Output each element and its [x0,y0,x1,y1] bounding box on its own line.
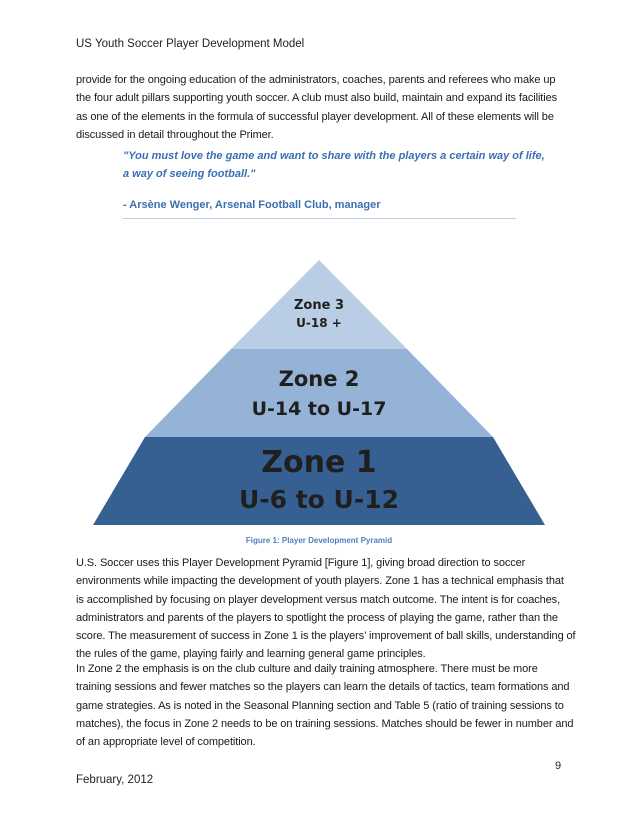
zone2-tier [145,349,493,437]
paragraph-line: training sessions and fewer matches so the players can learn the details of tactics, team formations and [76,681,570,694]
paragraph-line: environments while impacting the development of youth players. Zone 1 has a technical emphasis that [76,575,564,588]
paragraph-line: U.S. Soccer uses this Player Development Pyramid [Figure 1], giving broad direction to soccer [76,557,526,569]
quote-line: "You must love the game and want to share with the players a certain way of life, [123,150,545,162]
paragraph-line: as one of the elements in the formula of successful player development. All of these elements will be [76,110,554,123]
paragraph-line: In Zone 2 the emphasis is on the club culture and daily training atmosphere. There must be more [76,663,538,675]
paragraph-line: the rules of the game, playing fairly and learning general game principles. [76,648,426,661]
paragraph-line: game strategies. As is noted in the Seasonal Planning section and Table 5 (ratio of training sessions to [76,699,564,712]
zone3-ages: U-18 + [296,316,342,330]
zone1-ages: U-6 to U-12 [238,485,400,514]
page-number: 9 [555,760,562,772]
paragraph-line: matches), the focus in Zone 2 needs to be on training sessions. Matches should be fewer in number and [76,717,574,730]
paragraph-line: provide for the ongoing education of the administrators, coaches, parents and referees who make up [76,74,556,86]
zone2-ages: U-14 to U-17 [251,398,387,420]
pyramid-paragraph [76,554,576,664]
quote-line: a way of seeing football." [123,167,256,180]
running-header: US Youth Soccer Player Development Model [76,38,305,50]
pull-quote [123,148,543,183]
paragraph-line: of an appropriate level of competition. [76,736,256,749]
quote-attribution: - Arsène Wenger, Arsenal Football Club, manager [123,199,381,211]
paragraph-line: the four adult pillars supporting youth soccer. A club must also build, maintain and expand its facilities [76,92,558,105]
player-development-pyramid [93,260,545,525]
paragraph-line: administrators and parents of the players to spotlight the process of playing the game, rather than the [76,611,558,624]
zone2-name: Zone 2 [278,367,360,391]
page-footer-date: February, 2012 [76,774,154,786]
paragraph-line: discussed in detail throughout the Primer. [76,128,274,141]
intro-paragraph [76,71,566,144]
quote-divider [123,218,516,219]
paragraph-line: score. The measurement of success in Zone 1 is the players’ improvement of ball skills, understanding of [76,630,576,643]
zone1-name: Zone 1 [261,445,377,480]
figure-caption: Figure 1: Player Development Pyramid [245,536,393,545]
paragraph-line: is accomplished by focusing on player development versus match outcome. The intent is for coaches, [76,593,561,606]
zone2-paragraph [76,660,574,751]
zone3-name: Zone 3 [293,298,345,313]
